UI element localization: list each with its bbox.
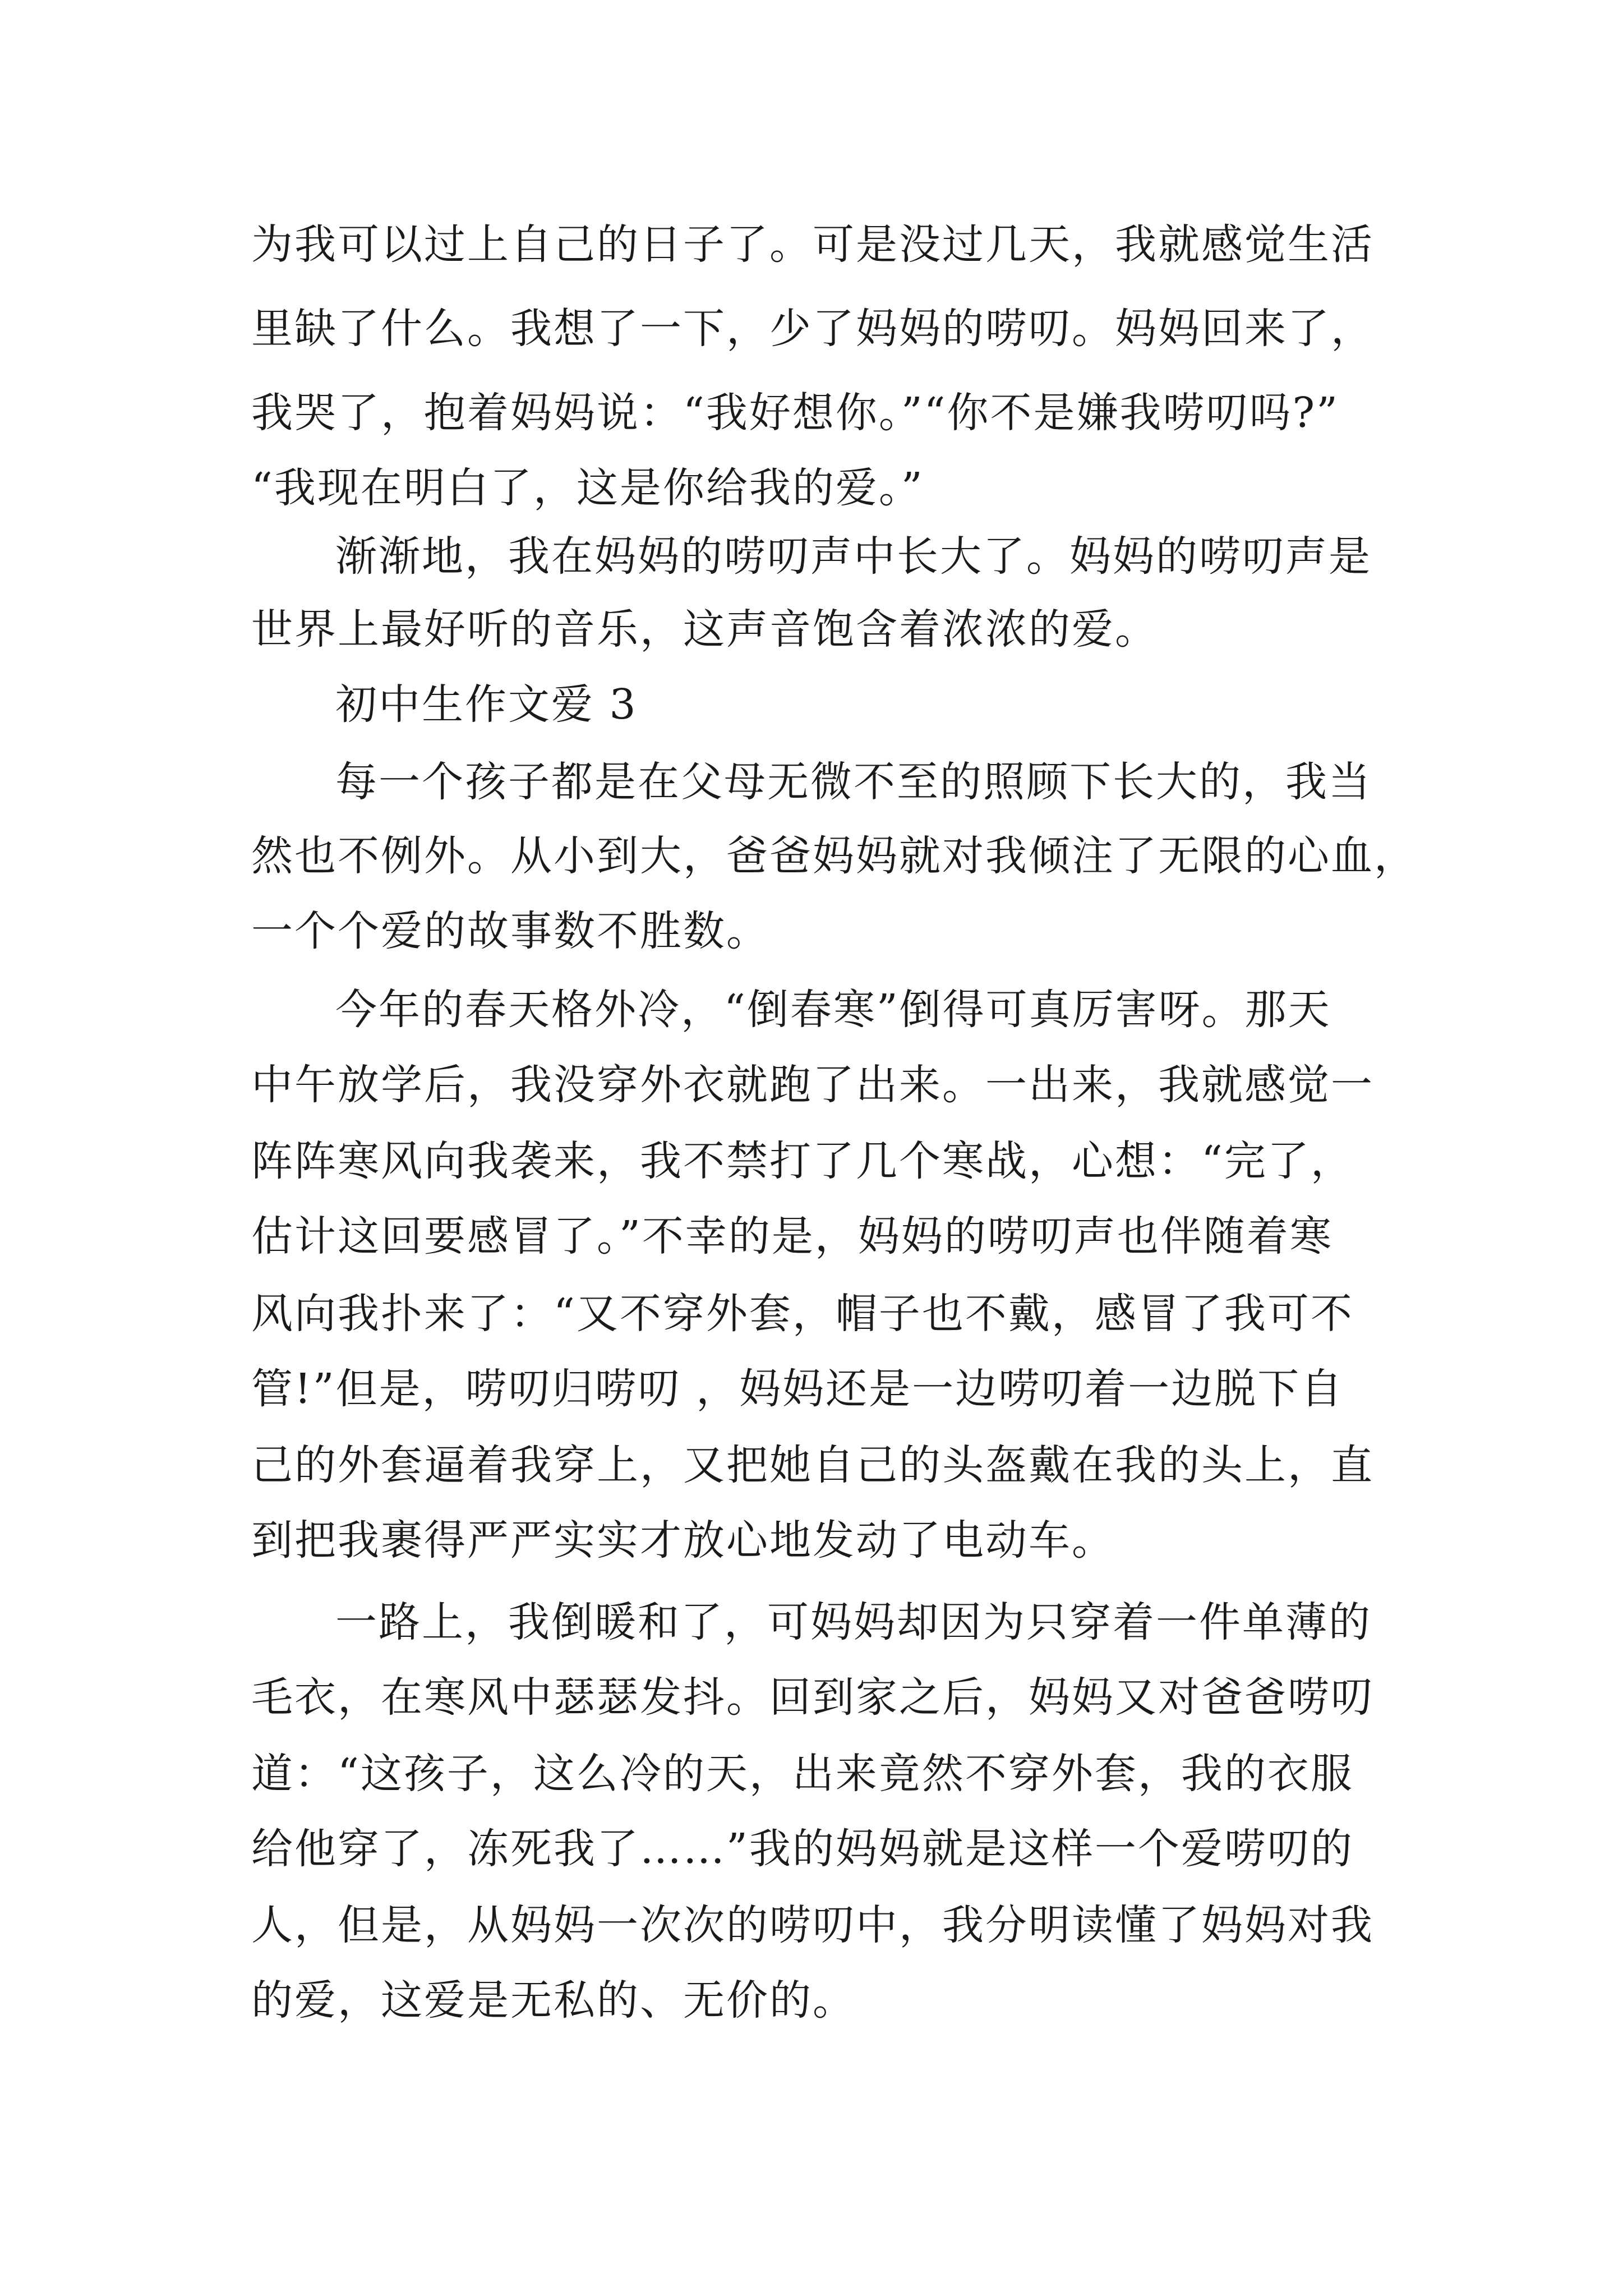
text-line: 然也不例外。从小到大，爸爸妈妈就对我倾注了无限的心血， — [251, 832, 1417, 880]
paragraph-first-line: 每一个孩子都是在父母无微不至的照顾下长大的，我当 — [335, 758, 1372, 806]
text-line: 管!”但是，唠叨归唠叨 ，妈妈还是一边唠叨着一边脱下自 — [251, 1365, 1344, 1413]
paragraph-first-line: 今年的春天格外冷，“倒春寒”倒得可真厉害呀。那天 — [335, 986, 1331, 1034]
text-line: 一个个爱的故事数不胜数。 — [251, 907, 769, 955]
text-line: 中午放学后，我没穿外衣就跑了出来。一出来，我就感觉一 — [251, 1061, 1374, 1109]
text-line: 给他穿了，冻死我了……”我的妈妈就是这样一个爱唠叨的 — [251, 1825, 1354, 1873]
text-line: 人，但是，从妈妈一次次的唠叨中，我分明读懂了妈妈对我 — [251, 1901, 1374, 1949]
text-line: 毛衣，在寒风中瑟瑟发抖。回到家之后，妈妈又对爸爸唠叨 — [251, 1673, 1374, 1722]
text-line: 里缺了什么。我想了一下，少了妈妈的唠叨。妈妈回来了， — [251, 305, 1374, 353]
text-line: 世界上最好听的音乐，这声音饱含着浓浓的爱。 — [251, 605, 1158, 654]
text-line: 到把我裹得严严实实才放心地发动了电动车。 — [251, 1516, 1115, 1565]
text-line: 我哭了，抱着妈妈说：“我好想你。”“你不是嫌我唠叨吗?” — [251, 389, 1339, 437]
paragraph-first-line: 一路上，我倒暖和了，可妈妈却因为只穿着一件单薄的 — [335, 1598, 1372, 1646]
text-line: 为我可以过上自己的日子了。可是没过几天，我就感觉生活 — [251, 220, 1374, 269]
text-line: 的爱，这爱是无私的、无价的。 — [251, 1976, 856, 2024]
text-line: 道：“这孩子，这么冷的天，出来竟然不穿外套，我的衣服 — [251, 1750, 1354, 1798]
paragraph-first-line: 渐渐地，我在妈妈的唠叨声中长大了。妈妈的唠叨声是 — [335, 532, 1372, 581]
section-heading: 初中生作文爱 3 — [335, 680, 638, 729]
text-line: 估计这回要感冒了。”不幸的是，妈妈的唠叨声也伴随着寒 — [251, 1212, 1333, 1260]
text-line: 己的外套逼着我穿上，又把她自己的头盔戴在我的头上，直 — [251, 1441, 1374, 1489]
text-line: “我现在明白了，这是你给我的爱。” — [251, 464, 924, 512]
text-line: 阵阵寒风向我袭来，我不禁打了几个寒战，心想：“完了， — [251, 1137, 1354, 1185]
text-line: 风向我扑来了：“又不穿外套，帽子也不戴，感冒了我可不 — [251, 1290, 1354, 1338]
